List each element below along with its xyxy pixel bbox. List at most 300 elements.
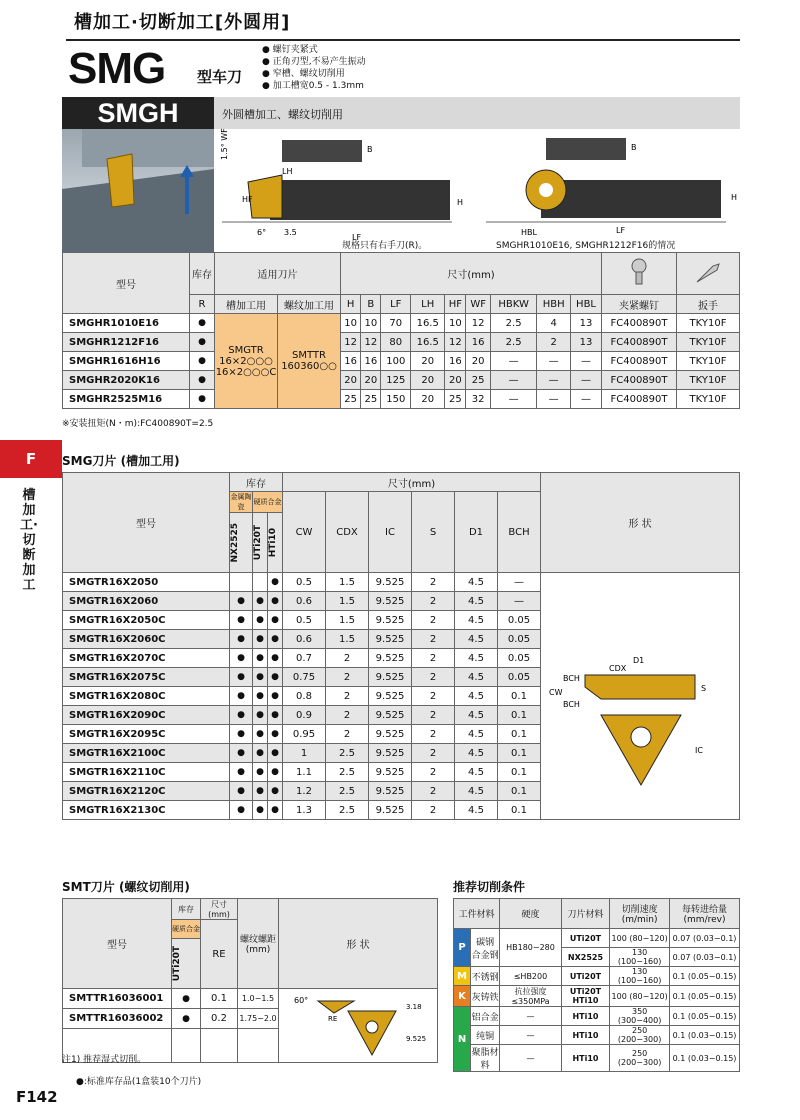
table-cell: 不锈钢	[471, 967, 500, 986]
col-header-insert: 适用刀片	[215, 253, 341, 295]
col-header: BCH	[498, 492, 541, 573]
carbide-label: 硬质合金	[172, 920, 201, 939]
table-cell: 9.525	[369, 744, 412, 763]
table-cell: 0.07 (0.03−0.1)	[670, 929, 740, 948]
table-cell: ●	[230, 706, 253, 725]
table-cell: SMGHR1616H16	[63, 352, 190, 371]
wrench-icon	[677, 253, 740, 295]
table-cell: TKY10F	[677, 371, 740, 390]
table-cell: SMGTR16X2090C	[63, 706, 230, 725]
table-cell: —	[500, 1045, 562, 1072]
right-hand-note: 规格只有右手刀(R)。	[342, 241, 428, 251]
table-cell: 2	[412, 763, 455, 782]
dim-label: 6°	[257, 228, 267, 237]
col-header-hard: 硬度	[500, 899, 562, 929]
table-cell: ●	[230, 744, 253, 763]
table-cell: 2	[412, 630, 455, 649]
table-cell: 0.1 (0.05−0.15)	[670, 1007, 740, 1026]
table-cell: 2	[326, 725, 369, 744]
shape-label: 60°	[294, 996, 309, 1005]
col-header-re: RE	[201, 920, 238, 989]
table-cell: 0.8	[283, 687, 326, 706]
col-header-dim: 尺寸(mm)	[201, 899, 238, 920]
table-cell: TKY10F	[677, 333, 740, 352]
table-cell: 9.525	[369, 687, 412, 706]
table-cell: 2	[537, 333, 571, 352]
table-cell: 16	[341, 352, 361, 371]
table-cell: TKY10F	[677, 390, 740, 409]
col-header: B	[361, 295, 381, 314]
table-cell: FC400890T	[602, 333, 677, 352]
table-cell: 4.5	[455, 687, 498, 706]
table-cell: 16	[445, 352, 466, 371]
thread-insert-cell: SMTTR 160360○○	[278, 314, 341, 409]
col-header: D1	[455, 492, 498, 573]
col-header-dims: 尺寸(mm)	[283, 473, 541, 492]
dim-label: 1.5° WF	[220, 128, 229, 160]
col-header-shape: 形 状	[541, 473, 740, 573]
col-header-stock: 库存	[230, 473, 283, 492]
col-header-pitch: 螺纹螺距 (mm)	[238, 899, 279, 989]
section-tab: F	[0, 440, 62, 478]
table-cell: 20	[361, 371, 381, 390]
table-cell: 32	[466, 390, 491, 409]
table-cell: 2.5	[326, 763, 369, 782]
svg-text:CDX: CDX	[609, 663, 627, 673]
thread-insert-diagram	[288, 989, 428, 1059]
svg-text:BCH: BCH	[563, 673, 580, 683]
table-cell: 1.0−1.5	[238, 989, 279, 1009]
holder-table	[62, 252, 740, 409]
table-row	[454, 967, 740, 986]
table-cell: 12	[361, 333, 381, 352]
table-cell: 0.1 (0.03−0.15)	[670, 1045, 740, 1072]
table-cell: 4.5	[455, 744, 498, 763]
dim-label: 3.5	[284, 228, 297, 237]
table-cell: ●	[253, 782, 268, 801]
table-cell: 12	[445, 333, 466, 352]
table-cell: 125	[381, 371, 411, 390]
stock-note: ●:标准库存品(1盒装10个刀片)	[76, 1077, 202, 1087]
table-cell: 9.525	[369, 668, 412, 687]
table-cell: 0.1	[498, 801, 541, 820]
svg-text:S: S	[701, 683, 707, 693]
material-group: M	[454, 967, 471, 986]
table-cell: ●	[230, 725, 253, 744]
table-cell: SMGTR16X2050	[63, 573, 230, 592]
screw-icon	[602, 253, 677, 295]
table-cell: ●	[190, 333, 215, 352]
table-cell: 2.5	[326, 801, 369, 820]
table-cell: 0.1	[498, 763, 541, 782]
table-cell: 1.75−2.0	[238, 1009, 279, 1029]
table-cell: 16	[466, 333, 491, 352]
table-cell: —	[498, 592, 541, 611]
feature-item: ● 窄槽、螺纹切削用	[262, 68, 366, 80]
table-cell: —	[537, 352, 571, 371]
table-cell: ●	[268, 592, 283, 611]
table-cell: ●	[230, 687, 253, 706]
table-cell: ●	[253, 592, 268, 611]
table-cell: 4.5	[455, 573, 498, 592]
table-cell: 2	[412, 592, 455, 611]
table-cell: 0.07 (0.03−0.1)	[670, 948, 740, 967]
table-cell: 10	[341, 314, 361, 333]
table-cell: 0.05	[498, 611, 541, 630]
table-cell: 9.525	[369, 611, 412, 630]
table-cell: 130 (100−160)	[610, 948, 670, 967]
table-cell: 9.525	[369, 782, 412, 801]
header-divider	[66, 39, 740, 41]
table-cell: 0.75	[283, 668, 326, 687]
col-header: HBH	[537, 295, 571, 314]
col-header: HBKW	[490, 295, 536, 314]
series-title: SMG	[68, 44, 166, 93]
table-cell: NX2525	[561, 948, 609, 967]
material-group: N	[454, 1007, 471, 1072]
table-cell: 0.05	[498, 649, 541, 668]
table-cell: ●	[253, 611, 268, 630]
table-cell: 9.525	[369, 630, 412, 649]
table-cell: 25	[341, 390, 361, 409]
col-header: CW	[283, 492, 326, 573]
table-cell: SMGTR16X2100C	[63, 744, 230, 763]
table-cell: ●	[268, 782, 283, 801]
table-cell: ●	[253, 744, 268, 763]
table-cell: TKY10F	[677, 314, 740, 333]
table-cell: HTi10	[561, 1045, 609, 1072]
table-cell: 13	[571, 314, 602, 333]
table-cell: 碳钢 合金钢	[471, 929, 500, 967]
table-cell: 250 (200−300)	[610, 1045, 670, 1072]
table-row	[63, 314, 740, 333]
table-cell: 2	[412, 744, 455, 763]
table-cell: 100 (80−120)	[610, 929, 670, 948]
table-cell: 16	[361, 352, 381, 371]
table-cell: ●	[172, 1009, 201, 1029]
table-cell: 2.5	[490, 314, 536, 333]
table-cell: 16.5	[411, 314, 445, 333]
table-cell: 0.1	[498, 725, 541, 744]
table-cell: ●	[268, 573, 283, 592]
table-cell: 2.5	[490, 333, 536, 352]
holder-code: SMGH	[62, 97, 214, 129]
table-cell: SMGHR2020K16	[63, 371, 190, 390]
table-cell: 0.9	[283, 706, 326, 725]
svg-text:D1: D1	[633, 655, 645, 665]
col-header: LF	[381, 295, 411, 314]
table-cell: 0.1 (0.05−0.15)	[670, 967, 740, 986]
table-cell: 12	[466, 314, 491, 333]
table-cell: 250 (200−300)	[610, 1026, 670, 1045]
section-label: 槽加工·切断加工	[20, 488, 38, 593]
table-cell: 25	[466, 371, 491, 390]
table-cell: ●	[268, 611, 283, 630]
table-cell: ●	[253, 801, 268, 820]
table-cell: 80	[381, 333, 411, 352]
table-cell: ●	[172, 989, 201, 1009]
col-header-groove: 槽加工用	[215, 295, 278, 314]
table-cell: 2.5	[326, 744, 369, 763]
table-cell: 2	[412, 649, 455, 668]
groove-insert-cell: SMGTR 16×2○○○ 16×2○○○C	[215, 314, 278, 409]
table-cell: —	[537, 371, 571, 390]
table-cell: —	[571, 352, 602, 371]
table-cell: SMGHR1010E16	[63, 314, 190, 333]
col-header-r: R	[190, 295, 215, 314]
table-cell: 20	[411, 352, 445, 371]
table-cell: 2	[412, 687, 455, 706]
table-cell: 2	[412, 801, 455, 820]
table-cell: 2	[326, 668, 369, 687]
table-cell: ●	[190, 352, 215, 371]
table-cell: —	[490, 371, 536, 390]
table-cell: SMGTR16X2075C	[63, 668, 230, 687]
col-header: CDX	[326, 492, 369, 573]
table-cell: 16.5	[411, 333, 445, 352]
table-cell: 4	[537, 314, 571, 333]
table-cell: 1.2	[283, 782, 326, 801]
insert-table-title: SMG刀片 (槽加工用)	[62, 454, 180, 468]
table-cell: 20	[411, 390, 445, 409]
table-cell: 4.5	[455, 801, 498, 820]
table-cell: UTi20T	[561, 929, 609, 948]
table-cell: 10	[445, 314, 466, 333]
table-cell: ●	[268, 725, 283, 744]
table-cell: ●	[253, 687, 268, 706]
table-cell: ●	[230, 782, 253, 801]
svg-text:CW: CW	[549, 687, 563, 697]
table-cell: ●	[230, 611, 253, 630]
col-header-screw: 夹紧螺钉	[602, 295, 677, 314]
table-cell: SMTTR16036001	[63, 989, 172, 1009]
table-cell: 4.5	[455, 668, 498, 687]
carbide-label: 硬质合金	[253, 492, 283, 513]
feature-item: ● 加工槽宽0.5 - 1.3mm	[262, 80, 366, 92]
table-row	[454, 929, 740, 948]
table-cell: ●	[230, 801, 253, 820]
table-cell: 20	[341, 371, 361, 390]
table-cell: 0.1	[201, 989, 238, 1009]
table-cell: 4.5	[455, 782, 498, 801]
col-header-thread: 螺纹加工用	[278, 295, 341, 314]
cond-table-title: 推荐切削条件	[453, 880, 526, 894]
table-cell: ●	[230, 668, 253, 687]
table-cell: 4.5	[455, 763, 498, 782]
table-cell: ●	[268, 687, 283, 706]
table-cell: 9.525	[369, 573, 412, 592]
table-cell: 0.1 (0.03−0.15)	[670, 1026, 740, 1045]
table-cell: ≤HB200	[500, 967, 562, 986]
table-cell: ●	[253, 649, 268, 668]
table-cell: SMGTR16X2080C	[63, 687, 230, 706]
torque-note: ※安装扭矩(N・m):FC400890T=2.5	[62, 419, 214, 429]
table-row	[63, 390, 740, 409]
table-cell: —	[490, 390, 536, 409]
table-cell: SMGTR16X2060C	[63, 630, 230, 649]
table-cell: ●	[268, 630, 283, 649]
table-cell: 25	[361, 390, 381, 409]
table-cell: 2	[412, 782, 455, 801]
table-cell: SMGHR1212F16	[63, 333, 190, 352]
table-cell: 0.6	[283, 630, 326, 649]
table-cell: 灰铸铁	[471, 986, 500, 1007]
table-cell: 350 (300−400)	[610, 1007, 670, 1026]
table-cell: HTi10	[561, 1007, 609, 1026]
dim-label: H	[731, 193, 738, 202]
table-cell: 13	[571, 333, 602, 352]
table-cell: 2	[326, 649, 369, 668]
col-header-shape: 形 状	[279, 899, 438, 989]
table-cell: SMTTR16036002	[63, 1009, 172, 1029]
material-group: K	[454, 986, 471, 1007]
table-cell: 10	[361, 314, 381, 333]
table-cell: 2	[412, 725, 455, 744]
smt-table-title: SMT刀片 (螺纹切削用)	[62, 880, 190, 894]
table-row	[454, 986, 740, 1007]
table-cell: 1.3	[283, 801, 326, 820]
smt-table	[62, 898, 438, 1063]
table-row	[454, 1045, 740, 1072]
table-cell: ●	[268, 668, 283, 687]
table-cell: ●	[268, 763, 283, 782]
table-cell: 100 (80−120)	[610, 986, 670, 1007]
table-row	[454, 1007, 740, 1026]
feature-item: ● 正角刃型,不易产生振动	[262, 56, 366, 68]
table-cell: 4.5	[455, 649, 498, 668]
table-cell: 0.5	[283, 611, 326, 630]
table-cell: 2	[412, 668, 455, 687]
table-cell: 0.1	[498, 687, 541, 706]
cond-table	[453, 898, 740, 1072]
table-cell: ●	[230, 763, 253, 782]
table-cell: 纯铜	[471, 1026, 500, 1045]
col-header-stock: 库存	[190, 253, 215, 295]
table-cell: ●	[230, 592, 253, 611]
table-cell: 1.5	[326, 630, 369, 649]
table-cell: SMGTR16X2060	[63, 592, 230, 611]
dim-label: B	[367, 145, 373, 154]
holder-description: 外圆槽加工、螺纹切削用	[222, 108, 343, 121]
table-cell: 9.525	[369, 801, 412, 820]
table-cell: HB180−280	[500, 929, 562, 967]
table-row	[63, 573, 740, 592]
page-category-title: 槽加工·切断加工[外圆用]	[74, 12, 291, 33]
insert-table	[62, 472, 740, 820]
col-header-dims: 尺寸(mm)	[341, 253, 602, 295]
col-header: HBL	[571, 295, 602, 314]
table-cell: SMGTR16X2110C	[63, 763, 230, 782]
table-cell: —	[571, 390, 602, 409]
table-cell: TKY10F	[677, 352, 740, 371]
table-cell: 聚脂材料	[471, 1045, 500, 1072]
dim-label: LF	[352, 233, 362, 242]
table-cell: ●	[253, 668, 268, 687]
table-cell: 抗拉强度 ≤350MPa	[500, 986, 562, 1007]
table-cell: SMGTR16X2130C	[63, 801, 230, 820]
table-cell: 20	[466, 352, 491, 371]
table-cell: 2.5	[326, 782, 369, 801]
table-cell: ●	[268, 744, 283, 763]
tool-photo-graphic	[62, 129, 214, 252]
table-cell: SMGTR16X2050C	[63, 611, 230, 630]
table-cell: —	[500, 1026, 562, 1045]
table-cell: FC400890T	[602, 314, 677, 333]
col-header: WF	[466, 295, 491, 314]
table-cell: 4.5	[455, 592, 498, 611]
table-cell: 1.1	[283, 763, 326, 782]
grade-label: UTi20T	[172, 945, 182, 982]
col-header: S	[412, 492, 455, 573]
table-cell: 0.1	[498, 744, 541, 763]
grade-label: UTi20T	[253, 524, 263, 561]
col-header-mat: 工件材料	[454, 899, 500, 929]
col-header: LH	[411, 295, 445, 314]
table-cell: 4.5	[455, 611, 498, 630]
table-cell: 12	[341, 333, 361, 352]
col-header: H	[341, 295, 361, 314]
table-cell: 0.6	[283, 592, 326, 611]
material-group: P	[454, 929, 471, 967]
table-cell: 2	[412, 611, 455, 630]
table-cell: FC400890T	[602, 390, 677, 409]
table-cell: 1.5	[326, 573, 369, 592]
table-cell: —	[500, 1007, 562, 1026]
shape-label: RE	[328, 1015, 338, 1023]
table-cell: FC400890T	[602, 352, 677, 371]
table-cell: ●	[190, 390, 215, 409]
table-cell: 1	[283, 744, 326, 763]
svg-text:BCH: BCH	[563, 699, 580, 709]
feature-list	[262, 44, 366, 92]
table-cell: UTi20T	[561, 967, 609, 986]
table-cell: 1.5	[326, 611, 369, 630]
col-header-model: 型号	[63, 473, 230, 573]
table-cell: ●	[268, 649, 283, 668]
table-cell	[253, 573, 268, 592]
table-cell: ●	[268, 801, 283, 820]
table-cell	[230, 573, 253, 592]
dim-label: H	[457, 198, 464, 207]
grade-label: HTi10	[268, 527, 278, 558]
dim-label: LF	[616, 226, 626, 235]
svg-text:IC: IC	[695, 745, 703, 755]
table-cell: 9.525	[369, 706, 412, 725]
table-row	[454, 1026, 740, 1045]
col-header-wrench: 扳手	[677, 295, 740, 314]
page-number: F142	[16, 1088, 58, 1106]
col-header-speed: 切削速度 (m/min)	[610, 899, 670, 929]
table-cell: 4.5	[455, 706, 498, 725]
table-cell: 0.7	[283, 649, 326, 668]
table-cell: ●	[190, 314, 215, 333]
table-cell: 铝合金	[471, 1007, 500, 1026]
col-header: IC	[369, 492, 412, 573]
table-cell: —	[571, 371, 602, 390]
col-header-model: 型号	[63, 253, 190, 314]
dim-label: B	[631, 143, 637, 152]
cermet-label: 金属陶瓷	[230, 493, 252, 511]
holder-diagram-left	[222, 130, 462, 250]
table-cell: 2	[326, 687, 369, 706]
table-cell: ●	[230, 649, 253, 668]
table-cell: 0.5	[283, 573, 326, 592]
table-cell: 2	[412, 573, 455, 592]
product-photo	[62, 129, 214, 252]
feature-item: ● 螺钉夹紧式	[262, 44, 366, 56]
table-cell: 0.95	[283, 725, 326, 744]
table-row	[63, 333, 740, 352]
